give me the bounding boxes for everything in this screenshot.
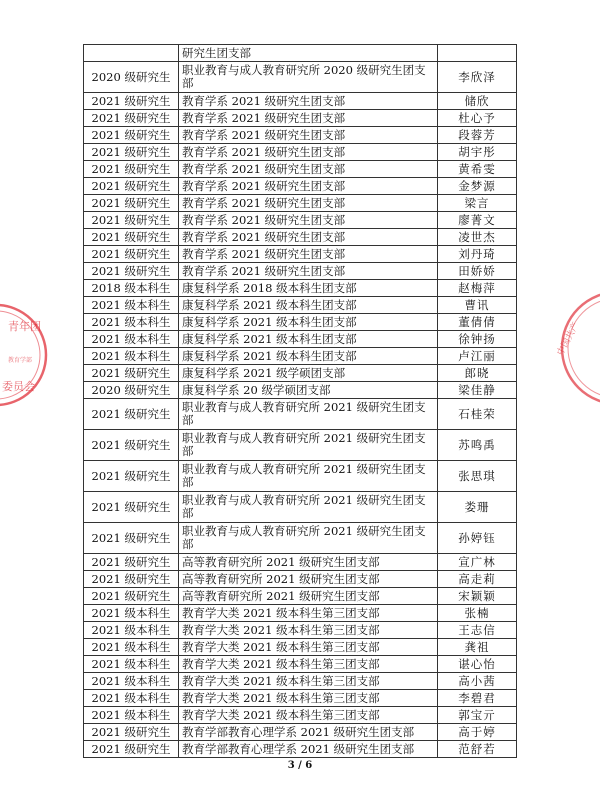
cell-name: 廖菁文	[438, 212, 517, 229]
cell-level: 2021 级研究生	[84, 161, 179, 178]
cell-name: 高小茜	[438, 673, 517, 690]
cell-name: 高走莉	[438, 571, 517, 588]
cell-branch: 康复科学系 2018 级本科生团支部	[179, 280, 438, 297]
table-row	[84, 430, 517, 461]
cell-branch: 职业教育与成人教育研究所 2021 级研究生团支部	[179, 430, 438, 461]
table-row	[84, 724, 517, 741]
table-row	[84, 297, 517, 314]
table-row	[84, 571, 517, 588]
table-row	[84, 93, 517, 110]
cell-name: 苏鸣禹	[438, 430, 517, 461]
table-row	[84, 673, 517, 690]
table-row	[84, 246, 517, 263]
cell-branch: 教育学大类 2021 级本科生第三团支部	[179, 622, 438, 639]
cell-level: 2021 级研究生	[84, 523, 179, 554]
cell-level: 2021 级本科生	[84, 690, 179, 707]
cell-branch: 教育学系 2021 级研究生团支部	[179, 229, 438, 246]
cell-name: 娄珊	[438, 492, 517, 523]
cell-name: 张思琪	[438, 461, 517, 492]
cell-branch: 康复科学系 2021 级本科生团支部	[179, 297, 438, 314]
seal-text-top: 青年团	[8, 320, 41, 333]
cell-branch: 高等教育研究所 2021 级研究生团支部	[179, 588, 438, 605]
seal-text-mid: 教育学部	[8, 357, 33, 364]
table-row	[84, 280, 517, 297]
cell-name: 赵梅萍	[438, 280, 517, 297]
cell-level: 2021 级研究生	[84, 365, 179, 382]
seal-text: 中国共产	[556, 320, 582, 358]
cell-branch: 研究生团支部	[179, 45, 438, 62]
cell-level: 2018 级本科生	[84, 280, 179, 297]
table-row	[84, 461, 517, 492]
cell-branch: 教育学部教育心理学系 2021 级研究生团支部	[179, 724, 438, 741]
table-row	[84, 314, 517, 331]
cell-branch: 职业教育与成人教育研究所 2021 级研究生团支部	[179, 461, 438, 492]
cell-name: 谌心怡	[438, 656, 517, 673]
cell-level: 2020 级研究生	[84, 62, 179, 93]
seal-icon	[556, 288, 600, 408]
cell-level: 2021 级本科生	[84, 673, 179, 690]
cell-level: 2021 级研究生	[84, 110, 179, 127]
cell-name: 梁言	[438, 195, 517, 212]
cell-branch: 教育学大类 2021 级本科生第三团支部	[179, 605, 438, 622]
cell-branch: 康复科学系 2021 级本科生团支部	[179, 331, 438, 348]
cell-branch: 教育学大类 2021 级本科生第三团支部	[179, 639, 438, 656]
cell-name: 储欣	[438, 93, 517, 110]
cell-name: 张楠	[438, 605, 517, 622]
cell-name: 孙婷钰	[438, 523, 517, 554]
cell-name: 王志信	[438, 622, 517, 639]
cell-level: 2021 级研究生	[84, 430, 179, 461]
table-row	[84, 45, 517, 62]
cell-level: 2021 级研究生	[84, 195, 179, 212]
cell-level: 2021 级研究生	[84, 229, 179, 246]
cell-name: 郭宝亓	[438, 707, 517, 724]
cell-name: 龚祖	[438, 639, 517, 656]
cell-name: 石桂荣	[438, 399, 517, 430]
cell-name: 胡宇彤	[438, 144, 517, 161]
cell-branch: 教育学部教育心理学系 2021 级研究生团支部	[179, 741, 438, 758]
cell-name: 田娇娇	[438, 263, 517, 280]
cell-level: 2021 级研究生	[84, 127, 179, 144]
cell-name: 杜心予	[438, 110, 517, 127]
cell-name: 徐钟扬	[438, 331, 517, 348]
cell-name: 曹讯	[438, 297, 517, 314]
cell-level: 2020 级研究生	[84, 382, 179, 399]
seal-icon	[0, 300, 56, 410]
cell-level: 2021 级研究生	[84, 263, 179, 280]
left-seal-stamp	[0, 300, 56, 410]
cell-name: 李欣泽	[438, 62, 517, 93]
cell-level: 2021 级本科生	[84, 331, 179, 348]
cell-branch: 教育学大类 2021 级本科生第三团支部	[179, 690, 438, 707]
seal-text-bottom: 委员会	[2, 380, 35, 393]
table-row	[84, 690, 517, 707]
roster-body	[84, 45, 517, 758]
cell-branch: 教育学系 2021 级研究生团支部	[179, 161, 438, 178]
table-row	[84, 605, 517, 622]
cell-level: 2021 级本科生	[84, 622, 179, 639]
cell-level: 2021 级研究生	[84, 741, 179, 758]
cell-branch: 教育学系 2021 级研究生团支部	[179, 178, 438, 195]
cell-branch: 教育学系 2021 级研究生团支部	[179, 263, 438, 280]
cell-branch: 教育学系 2021 级研究生团支部	[179, 93, 438, 110]
table-row	[84, 741, 517, 758]
cell-branch: 康复科学系 2021 级本科生团支部	[179, 314, 438, 331]
cell-level	[84, 45, 179, 62]
award-roster-table	[83, 44, 517, 758]
cell-level: 2021 级本科生	[84, 639, 179, 656]
table-row	[84, 62, 517, 93]
cell-name: 段蓉芳	[438, 127, 517, 144]
right-seal-stamp	[556, 288, 600, 408]
cell-level: 2021 级研究生	[84, 93, 179, 110]
cell-level: 2021 级研究生	[84, 461, 179, 492]
cell-branch: 教育学系 2021 级研究生团支部	[179, 144, 438, 161]
table-row	[84, 382, 517, 399]
cell-level: 2021 级研究生	[84, 246, 179, 263]
page-number: 3 / 6	[287, 760, 313, 771]
cell-level: 2021 级本科生	[84, 707, 179, 724]
cell-branch: 教育学大类 2021 级本科生第三团支部	[179, 707, 438, 724]
cell-name: 高于婷	[438, 724, 517, 741]
cell-name: 金梦源	[438, 178, 517, 195]
cell-level: 2021 级本科生	[84, 656, 179, 673]
cell-name: 宣广林	[438, 554, 517, 571]
cell-level: 2021 级研究生	[84, 724, 179, 741]
table-row	[84, 639, 517, 656]
cell-branch: 教育学大类 2021 级本科生第三团支部	[179, 656, 438, 673]
cell-name: 凌世杰	[438, 229, 517, 246]
cell-branch: 教育学系 2021 级研究生团支部	[179, 246, 438, 263]
table-row	[84, 622, 517, 639]
cell-branch: 康复科学系 20 级学硕团支部	[179, 382, 438, 399]
cell-name: 梁佳静	[438, 382, 517, 399]
cell-branch: 职业教育与成人教育研究所 2020 级研究生团支部	[179, 62, 438, 93]
table-row	[84, 656, 517, 673]
cell-branch: 康复科学系 2021 级学硕团支部	[179, 365, 438, 382]
cell-branch: 教育学系 2021 级研究生团支部	[179, 127, 438, 144]
cell-name: 卢江丽	[438, 348, 517, 365]
cell-branch: 教育学系 2021 级研究生团支部	[179, 195, 438, 212]
cell-name: 郎晓	[438, 365, 517, 382]
table-row	[84, 331, 517, 348]
cell-branch: 教育学大类 2021 级本科生第三团支部	[179, 673, 438, 690]
cell-name: 宋颖颖	[438, 588, 517, 605]
cell-level: 2021 级研究生	[84, 492, 179, 523]
cell-name: 刘丹琦	[438, 246, 517, 263]
cell-level: 2021 级本科生	[84, 297, 179, 314]
cell-level: 2021 级本科生	[84, 348, 179, 365]
cell-level: 2021 级研究生	[84, 571, 179, 588]
cell-name: 黄希雯	[438, 161, 517, 178]
cell-branch: 职业教育与成人教育研究所 2021 级研究生团支部	[179, 523, 438, 554]
table-row	[84, 707, 517, 724]
cell-level: 2021 级本科生	[84, 314, 179, 331]
table-row	[84, 365, 517, 382]
table-row	[84, 229, 517, 246]
cell-branch: 高等教育研究所 2021 级研究生团支部	[179, 571, 438, 588]
table-row	[84, 523, 517, 554]
table-row	[84, 127, 517, 144]
cell-branch: 职业教育与成人教育研究所 2021 级研究生团支部	[179, 399, 438, 430]
cell-level: 2021 级研究生	[84, 399, 179, 430]
cell-name	[438, 45, 517, 62]
table-row	[84, 195, 517, 212]
cell-level: 2021 级研究生	[84, 554, 179, 571]
cell-level: 2021 级研究生	[84, 144, 179, 161]
table-row	[84, 263, 517, 280]
cell-level: 2021 级研究生	[84, 178, 179, 195]
table-row	[84, 110, 517, 127]
table-row	[84, 212, 517, 229]
cell-branch: 教育学系 2021 级研究生团支部	[179, 110, 438, 127]
table-row	[84, 588, 517, 605]
table-row	[84, 178, 517, 195]
cell-level: 2021 级本科生	[84, 605, 179, 622]
table-row	[84, 399, 517, 430]
table-row	[84, 144, 517, 161]
cell-branch: 高等教育研究所 2021 级研究生团支部	[179, 554, 438, 571]
cell-level: 2021 级研究生	[84, 212, 179, 229]
cell-branch: 康复科学系 2021 级本科生团支部	[179, 348, 438, 365]
table-row	[84, 348, 517, 365]
table-row	[84, 161, 517, 178]
cell-name: 董倩倩	[438, 314, 517, 331]
cell-branch: 职业教育与成人教育研究所 2021 级研究生团支部	[179, 492, 438, 523]
cell-name: 范舒若	[438, 741, 517, 758]
table-row	[84, 492, 517, 523]
table-row	[84, 554, 517, 571]
cell-level: 2021 级研究生	[84, 588, 179, 605]
cell-branch: 教育学系 2021 级研究生团支部	[179, 212, 438, 229]
cell-name: 李碧君	[438, 690, 517, 707]
